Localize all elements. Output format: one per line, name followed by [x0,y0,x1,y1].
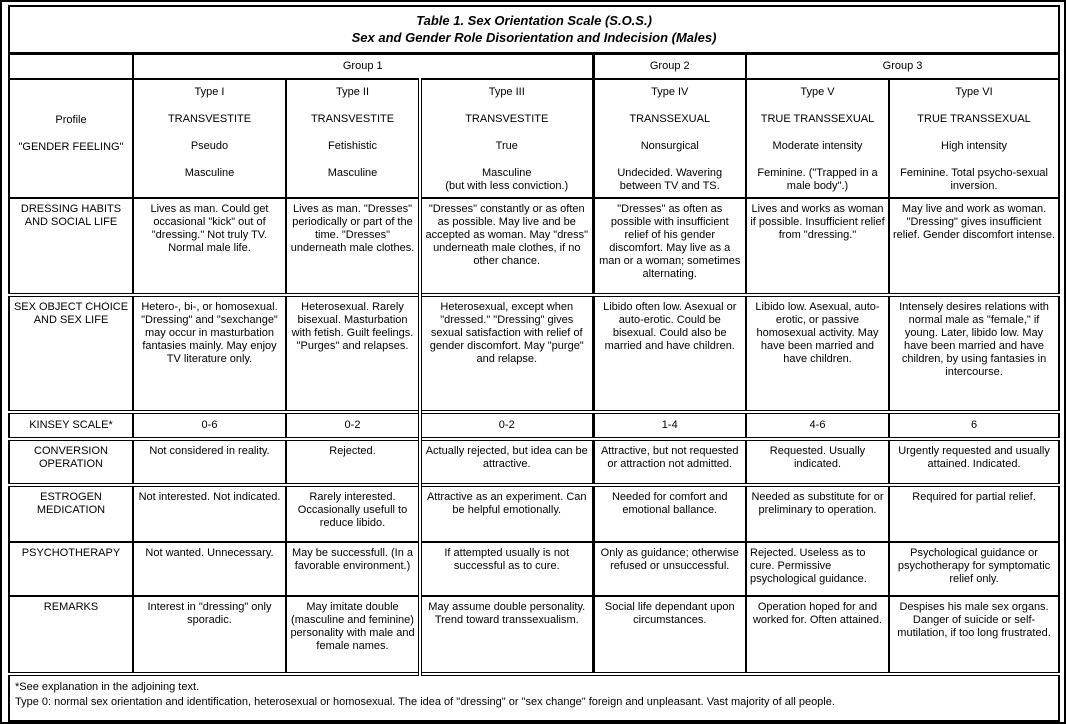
type-header-cell-2 [286,79,420,198]
type-feeling: Masculine [481,167,532,179]
table-cell: Not considered in reality. [133,439,286,485]
table-cell: "Dresses" as often as possible with insufficient relief of his gender discomfort. May live as a man or a woman; sometimes alternating. [593,198,746,295]
table-cell: "Dresses" constantly or as often as possible. May live and be accepted as woman. May "dress" underneath male clothes, if no other chance. [420,198,593,295]
table-cell: Lives and works as woman if possible. Insufficient relief from "dressing." [746,198,889,295]
table-cell: Libido often low. Asexual or auto-erotic. Could be bisexual. Could also be married and have children. [593,295,746,412]
table-cell: Not interested. Not indicated. [133,485,286,542]
corner-cell [9,53,133,79]
row-conversion-operation [9,439,1059,485]
table-cell: Attractive as an experiment. Can be helpful emotionally. [420,485,593,542]
type-header-cell-6 [889,79,1059,198]
table-cell: Required for partial relief. [889,485,1059,542]
table-cell: May be successfull. (In a favorable environment.) [286,542,420,596]
row-label: SEX OBJECT CHOICE AND SEX LIFE [9,295,133,412]
type-category: TRANSVESTITE [310,113,395,125]
type-intensity: Fetishistic [328,140,377,152]
group-header-row [9,53,1059,79]
type-category: TRUE TRANSSEXUAL [760,113,875,125]
type-category: TRANSSEXUAL [629,113,711,125]
title-row [9,6,1059,53]
profile-row-label [9,79,133,198]
footnote-asterisk: *See explanation in the adjoining text. [15,681,200,693]
type-feeling: Undecided. Wavering between TV and TS. [617,167,723,192]
type-header-row [9,79,1059,198]
table-title-line1: Table 1. Sex Orientation Scale (S.O.S.) [416,13,652,29]
type-number: Type V [800,86,835,98]
table-cell: Lives as man. Could get occasional "kick" out of "dressing." Not truly TV. Normal male life. [133,198,286,295]
table-cell: Hetero-, bi-, or homosexual. "Dressing" and "sexchange" may occur in masturbation fantasies mainly. May enjoy TV literature only. [133,295,286,412]
row-estrogen-medication [9,485,1059,542]
row-kinsey-scale [9,412,1059,439]
type-feeling: Feminine. Total psycho-sexual inversion. [900,167,1048,192]
type-header-cell-3 [420,79,593,198]
table-cell: Heterosexual. Rarely bisexual. Masturbation with fetish. Guilt feelings. "Purges" and relapses. [286,295,420,412]
type-header-cell-1 [133,79,286,198]
table-cell: If attempted usually is not successful as to cure. [420,542,593,596]
table-cell: Heterosexual, except when "dressed." "Dressing" gives sexual satisfaction with relief of gender discomfort. May "purge" and relapse. [420,295,593,412]
type-category: TRUE TRANSSEXUAL [917,113,1031,125]
table-cell: May assume double personality. Trend toward transsexualism. [420,596,593,674]
row-dressing-habits [9,198,1059,295]
table-cell: Despises his male sex organs. Danger of suicide or self-mutilation, if too long frustrated. [889,596,1059,674]
row-remarks [9,596,1059,674]
table-cell: Rejected. [286,439,420,485]
type-feeling: Masculine [327,167,378,179]
table-cell: 0-2 [420,412,593,439]
type-number: Type IV [651,86,689,98]
table-cell: Operation hoped for and worked for. Often attained. [746,596,889,674]
table-cell: 0-6 [133,412,286,439]
group2-header: Group 2 [593,53,746,79]
group1-header: Group 1 [133,53,593,79]
table-cell: Not wanted. Unnecessary. [133,542,286,596]
table-cell: 0-2 [286,412,420,439]
type-category: TRANSVESTITE [167,113,252,125]
footnote-row [9,674,1059,721]
type-intensity: Nonsurgical [640,140,699,152]
type-header-cell-5 [746,79,889,198]
table-cell: Only as guidance; otherwise refused or unsuccessful. [593,542,746,596]
table-cell: 6 [889,412,1059,439]
row-label: DRESSING HABITS AND SOCIAL LIFE [9,198,133,295]
table-cell: Rejected. Useless as to cure. Permissive psychological guidance. [746,542,889,596]
row-psychotherapy [9,542,1059,596]
table-cell: Psychological guidance or psychotherapy for symptomatic relief only. [889,542,1059,596]
row-sex-object [9,295,1059,412]
row-label: ESTROGEN MEDICATION [9,485,133,542]
table-cell: May imitate double (masculine and feminine) personality with male and female names. [286,596,420,674]
spacer [13,86,129,114]
table-cell: Libido low. Asexual, auto-erotic, or passive homosexual activity. May have been married and have children. [746,295,889,412]
type-intensity: High intensity [941,140,1008,152]
type-number: Type III [488,86,525,98]
footnote-type0: Type 0: normal sex orientation and identification, heterosexual or homosexual. The idea of "dressing" or "sex change" foreign and unpleasant. Vast majority of all people. [15,696,835,708]
type-category: TRANSVESTITE [465,113,549,125]
row-label: KINSEY SCALE* [9,412,133,439]
table-title [9,6,1059,53]
type-intensity: Moderate intensity [772,140,863,152]
table-cell: Intensely desires relations with normal male as "female," if young. Later, libido low. May have been married and have children, by using fantasies in intercourse. [889,295,1059,412]
table-cell: Interest in "dressing" only sporadic. [133,596,286,674]
table-cell: Rarely interested. Occasionally usefull to reduce libido. [286,485,420,542]
type-number: Type II [335,86,370,98]
table-cell: Lives as man. "Dresses" periodically or part of the time. "Dresses" underneath male clothes. [286,198,420,295]
table-cell: 4-6 [746,412,889,439]
table-cell: Social life dependant upon circumstances. [593,596,746,674]
table-cell: Attractive, but not requested or attraction not admitted. [593,439,746,485]
table-cell: 1-4 [593,412,746,439]
table-title-line2: Sex and Gender Role Disorientation and Indecision (Males) [351,30,717,46]
footnotes [9,674,1059,721]
table-cell: Urgently requested and usually attained. Indicated. [889,439,1059,485]
type-feeling: Masculine [184,167,235,179]
group3-header: Group 3 [746,53,1059,79]
table-cell: Actually rejected, but idea can be attractive. [420,439,593,485]
row-label: REMARKS [9,596,133,674]
type-number: Type VI [955,86,993,98]
type-feeling-cont: (but with less conviction.) [445,180,569,192]
row-label: PSYCHOTHERAPY [9,542,133,596]
type-feeling: Feminine. ("Trapped in a male body".) [757,167,878,192]
gender-feeling-label: "GENDER FEELING" [18,141,124,153]
table-cell: Needed as substitute for or preliminary to operation. [746,485,889,542]
sos-table [8,5,1060,722]
type-number: Type I [194,86,225,98]
row-label: CONVERSION OPERATION [9,439,133,485]
type-header-cell-4 [593,79,746,198]
table-cell: Needed for comfort and emotional ballance. [593,485,746,542]
type-intensity: True [495,140,518,152]
table-cell: Requested. Usually indicated. [746,439,889,485]
type-intensity: Pseudo [190,140,229,152]
table-cell: May live and work as woman. "Dressing" gives insufficient relief. Gender discomfort intense. [889,198,1059,295]
profile-label: Profile [55,114,87,126]
